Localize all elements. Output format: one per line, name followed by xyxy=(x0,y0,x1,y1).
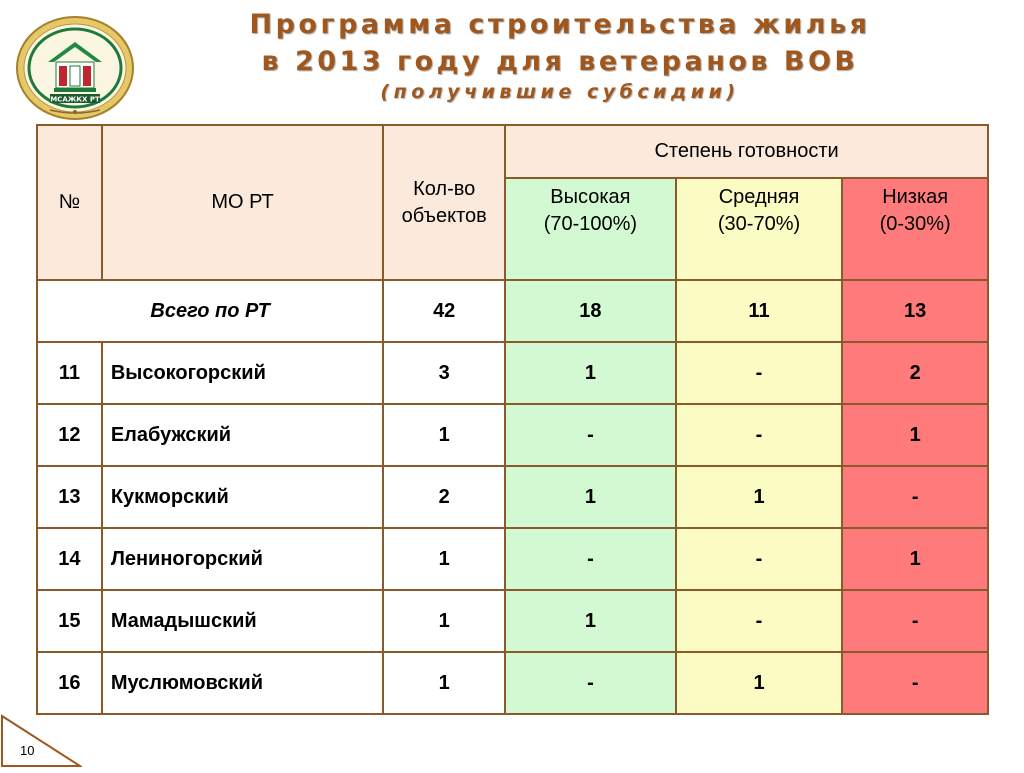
table-row xyxy=(37,342,988,404)
header-high-line2: (70-100%) xyxy=(543,213,638,235)
row-high: 1 xyxy=(505,466,676,528)
table-row xyxy=(37,466,988,528)
title-subtitle: (получившие субсидии) xyxy=(380,81,740,103)
header-low-line1: Низкая xyxy=(882,186,949,208)
row-high: 1 xyxy=(505,342,676,404)
row-count: 2 xyxy=(383,466,505,528)
district-rows xyxy=(37,342,988,714)
total-mid: 11 xyxy=(676,280,843,342)
slide-number: 10 xyxy=(20,743,35,758)
row-district: Муслюмовский xyxy=(102,652,383,714)
total-low: 13 xyxy=(842,280,988,342)
row-num: 13 xyxy=(37,466,102,528)
row-count: 1 xyxy=(383,590,505,652)
table-row xyxy=(37,652,988,714)
header-low-line2: (0-30%) xyxy=(879,213,951,235)
header-low xyxy=(842,178,988,280)
header-count-line1: Кол-во xyxy=(413,177,476,200)
row-high: - xyxy=(505,652,676,714)
row-num: 15 xyxy=(37,590,102,652)
row-num: 11 xyxy=(37,342,102,404)
row-mid: - xyxy=(676,590,843,652)
row-district: Лениногорский xyxy=(102,528,383,590)
total-high: 18 xyxy=(505,280,676,342)
row-low: 1 xyxy=(842,404,988,466)
slide-title xyxy=(190,6,930,104)
title-line-1: Программа строительства жилья xyxy=(249,9,871,40)
row-mid: - xyxy=(676,342,843,404)
header-high xyxy=(505,178,676,280)
row-count: 1 xyxy=(383,652,505,714)
total-count: 42 xyxy=(383,280,505,342)
table-row xyxy=(37,404,988,466)
header-mid-line1: Средняя xyxy=(718,186,800,208)
row-high: - xyxy=(505,404,676,466)
row-num: 14 xyxy=(37,528,102,590)
row-mid: - xyxy=(676,528,843,590)
row-count: 1 xyxy=(383,528,505,590)
row-district: Кукморский xyxy=(102,466,383,528)
table-row xyxy=(37,590,988,652)
row-high: 1 xyxy=(505,590,676,652)
header-readiness: Степень готовности xyxy=(505,125,988,178)
header-mid-line2: (30-70%) xyxy=(717,213,801,235)
row-mid: 1 xyxy=(676,652,843,714)
organization-logo xyxy=(14,14,136,122)
header-count xyxy=(383,125,505,280)
row-district: Мамадышский xyxy=(102,590,383,652)
row-mid: - xyxy=(676,404,843,466)
row-low: - xyxy=(842,466,988,528)
total-row xyxy=(37,280,988,342)
slide-number-marker xyxy=(0,714,82,768)
row-low: - xyxy=(842,590,988,652)
row-low: - xyxy=(842,652,988,714)
row-low: 2 xyxy=(842,342,988,404)
table-row xyxy=(37,528,988,590)
row-num: 16 xyxy=(37,652,102,714)
header-mid xyxy=(676,178,843,280)
total-label: Всего по РТ xyxy=(37,280,383,342)
header-mo: МО РТ xyxy=(102,125,383,280)
housing-program-table xyxy=(36,124,989,715)
row-district: Высокогорский xyxy=(102,342,383,404)
row-high: - xyxy=(505,528,676,590)
header-high-line1: Высокая xyxy=(550,186,631,208)
header-count-line2: объектов xyxy=(401,204,487,227)
row-district: Елабужский xyxy=(102,404,383,466)
row-num: 12 xyxy=(37,404,102,466)
row-count: 1 xyxy=(383,404,505,466)
title-line-2: в 2013 году для ветеранов ВОВ xyxy=(261,46,859,77)
row-low: 1 xyxy=(842,528,988,590)
row-mid: 1 xyxy=(676,466,843,528)
header-num: № xyxy=(37,125,102,280)
logo-text: МСАЖКХ РТ xyxy=(50,95,100,104)
row-count: 3 xyxy=(383,342,505,404)
